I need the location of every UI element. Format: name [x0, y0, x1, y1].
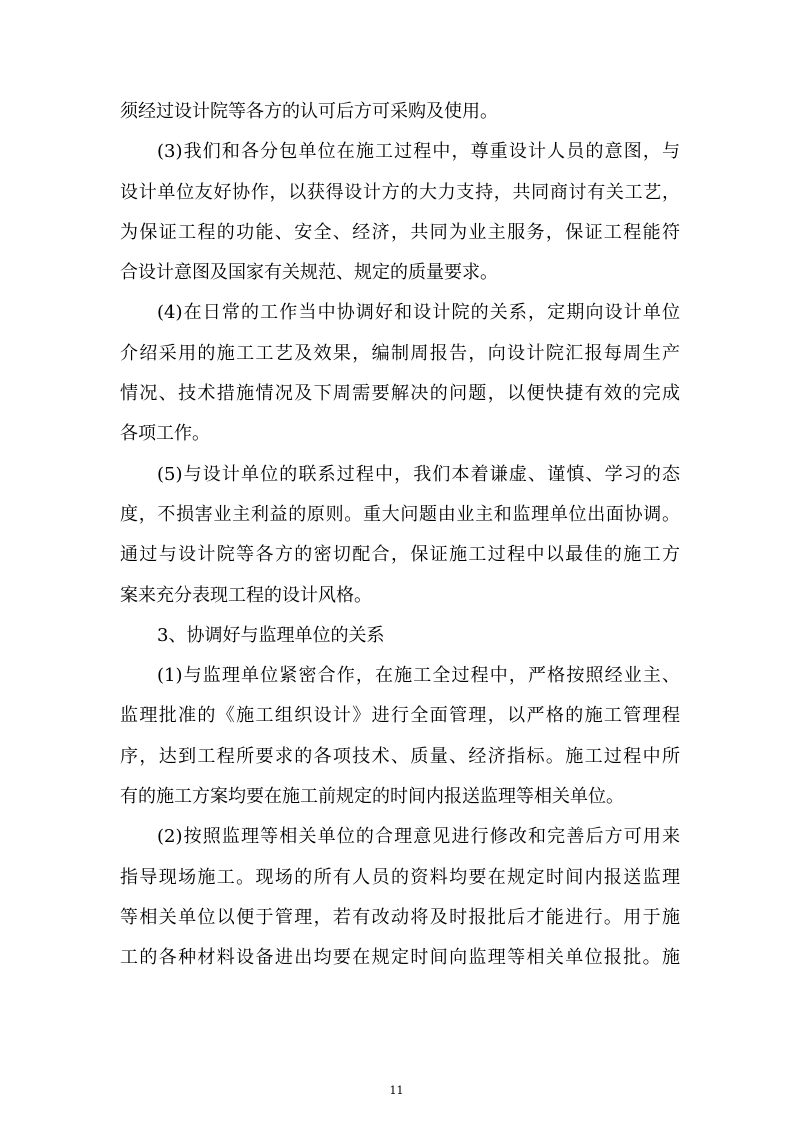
text-line: 案来充分表现工程的设计风格。	[120, 584, 372, 606]
text-line: 工的各种材料设备进出均要在规定时间向监理等相关单位报批。施	[120, 947, 680, 969]
text-line: 度，不损害业主利益的原则。重大问题由业主和监理单位出面协调。	[120, 503, 680, 525]
body-text	[120, 92, 680, 979]
text-line: 合设计意图及国家有关规范、规定的质量要求。	[120, 262, 498, 284]
text-line: (3)我们和各分包单位在施工过程中，尊重设计人员的意图，与	[157, 141, 680, 163]
text-line: (5)与设计单位的联系过程中，我们本着谦虚、谨慎、学习的态	[157, 463, 680, 485]
text-line: 3、协调好与监理单位的关系	[157, 624, 385, 646]
text-line: 介绍采用的施工工艺及效果，编制周报告，向设计院汇报每周生产	[120, 342, 680, 364]
text-line: 监理批准的《施工组织设计》进行全面管理，以严格的施工管理程	[120, 705, 680, 727]
text-line: (2)按照监理等相关单位的合理意见进行修改和完善后方可用来	[157, 826, 680, 848]
text-line: 等相关单位以便于管理，若有改动将及时报批后才能进行。用于施	[120, 906, 680, 928]
text-line: 须经过设计院等各方的认可后方可采购及使用。	[120, 101, 498, 122]
text-line: 指导现场施工。现场的所有人员的资料均要在规定时间内报送监理	[120, 866, 680, 888]
page-number: 11	[389, 1084, 404, 1097]
text-line: (1)与监理单位紧密合作，在施工全过程中，严格按照经业主、	[157, 665, 680, 687]
text-line: 设计单位友好协作，以获得设计方的大力支持，共同商讨有关工艺，	[120, 181, 680, 203]
text-line: 情况、技术措施情况及下周需要解决的问题，以便快捷有效的完成	[120, 383, 680, 405]
text-line: 序，达到工程所要求的各项技术、质量、经济指标。施工过程中所	[120, 745, 680, 767]
text-line: 为保证工程的功能、安全、经济，共同为业主服务，保证工程能符	[120, 221, 680, 243]
text-line: 有的施工方案均要在施工前规定的时间内报送监理等相关单位。	[120, 786, 624, 808]
text-line: 各项工作。	[120, 423, 210, 445]
text-line: 通过与设计院等各方的密切配合，保证施工过程中以最佳的施工方	[120, 544, 680, 566]
text-line: (4)在日常的工作当中协调好和设计院的关系，定期向设计单位	[157, 302, 680, 324]
